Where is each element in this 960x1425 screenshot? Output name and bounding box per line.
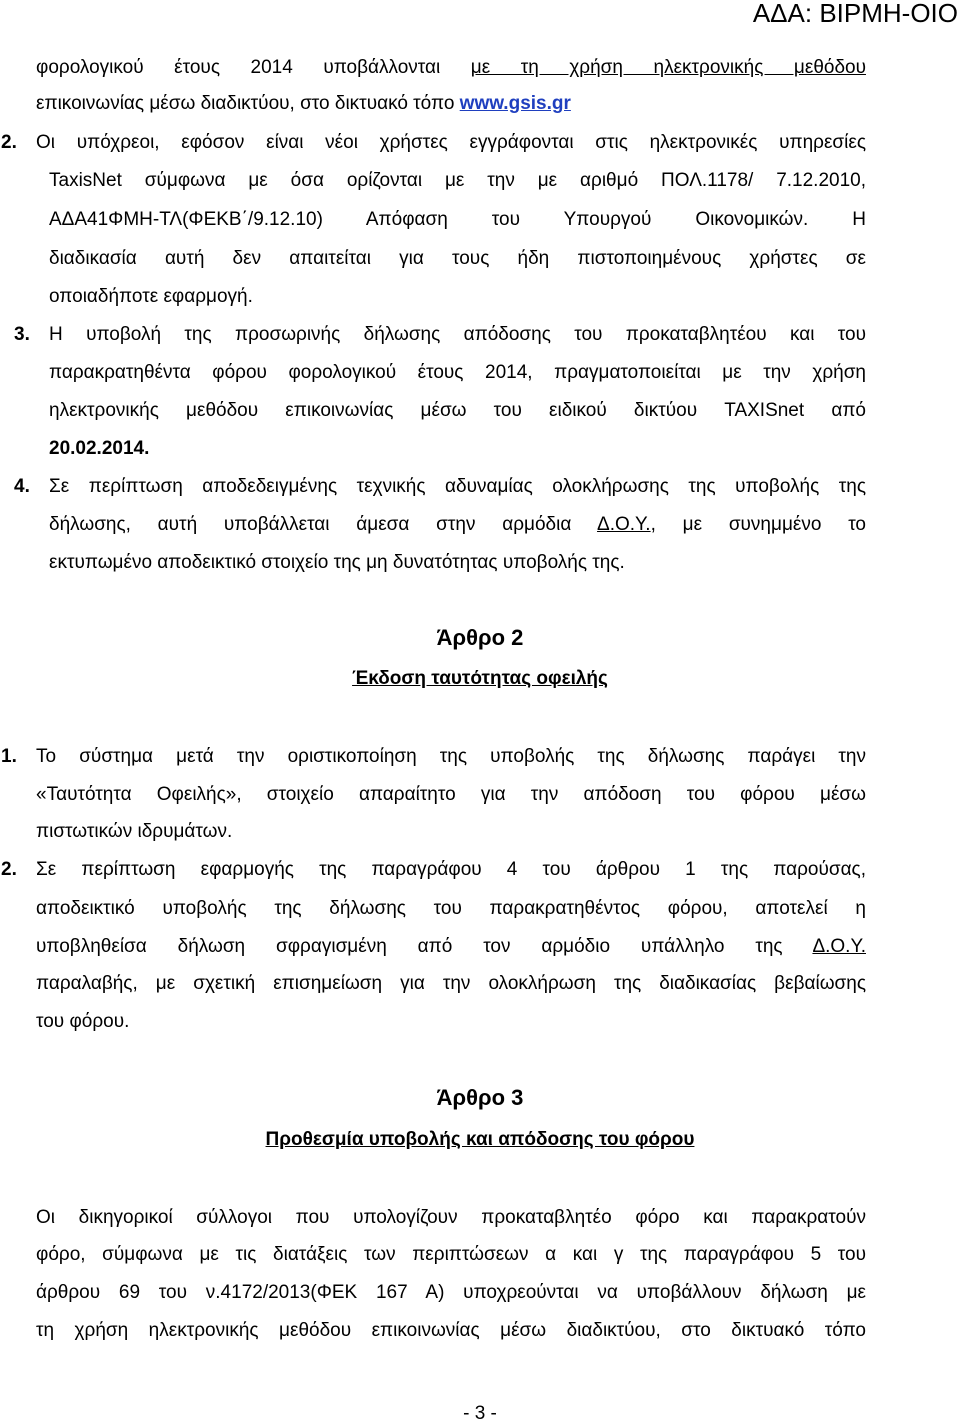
gsis-link[interactable]: www.gsis.gr	[459, 93, 571, 114]
paragraph-line: διαδικασία αυτή δεν απαιτείται για τους ήδη πιστοποιημένους χρήστες σε	[49, 248, 866, 269]
text-segment: υποβάλλονται	[323, 57, 441, 78]
article-3-subtitle: Προθεσμία υποβολής και απόδοσης του φόρου	[265, 1129, 695, 1150]
text-segment: με τη χρήση ηλεκτρονικής μεθόδου	[470, 57, 866, 78]
paragraph-line: Η υποβολή της προσωρινής δήλωσης απόδοσης του προκαταβλητέου και του	[49, 324, 866, 345]
paragraph-line: Σε περίπτωση εφαρμογής της παραγράφου 4 του άρθρου 1 της παρούσας,	[36, 859, 866, 880]
paragraph-line	[36, 935, 866, 959]
paragraph-line: 20.02.2014.	[49, 438, 150, 459]
paragraph-line: τη χρήση ηλεκτρονικής μεθόδου επικοινωνίας μέσω διαδικτύου, στο δικτυακό τόπο	[36, 1320, 866, 1341]
text-segment: φορολογικού έτους 2014	[36, 57, 293, 78]
article-2-subtitle: Έκδοση ταυτότητας οφειλής	[352, 668, 608, 689]
paragraph-line: εκτυπωμένο αποδεικτικό στοιχείο της μη δυνατότητας υποβολής της.	[49, 552, 625, 573]
paragraph-number: 2.	[1, 859, 17, 880]
paragraph-line: οποιαδήποτε εφαρμογή.	[49, 286, 253, 307]
ada-code: ΑΔΑ: ΒΙΡΜΗ-ΟΙΟ	[752, 0, 958, 28]
paragraph-line	[49, 513, 866, 537]
paragraph-line: παρακρατηθέντα φόρου φορολογικού έτους 2014, πραγματοποιείται με την χρήση	[49, 362, 866, 383]
text-segment: δήλωσης, αυτή υποβάλλεται άμεσα στην αρμόδια	[49, 514, 572, 535]
doy-abbreviation: Δ.Ο.Υ.	[812, 936, 866, 957]
paragraph-line: Οι δικηγορικοί σύλλογοι που υπολογίζουν προκαταβλητέο φόρο και παρακρατούν	[36, 1207, 866, 1228]
article-2-title: Άρθρο 2	[436, 625, 524, 650]
doy-abbreviation: Δ.Ο.Υ.	[597, 514, 651, 535]
article-3-title: Άρθρο 3	[436, 1085, 524, 1110]
paragraph-line: παραλαβής, με σχετική επισημείωση για την ολοκλήρωση της διαδικασίας βεβαίωσης	[36, 973, 866, 994]
paragraph-line: πιστωτικών ιδρυμάτων.	[36, 821, 233, 842]
paragraph-number: 2.	[1, 132, 17, 153]
paragraph-line: αποδεικτικό υποβολής της δήλωσης του παρακρατηθέντος φόρου, αποτελεί η	[36, 898, 866, 919]
paragraph-line: TaxisNet σύμφωνα με όσα ορίζονται με την με αριθμό ΠΟΛ.1178/ 7.12.2010,	[49, 170, 866, 191]
text-segment: , με συνημμένο το	[650, 514, 866, 535]
paragraph-line: φόρο, σύμφωνα με τις διατάξεις των περιπτώσεων α και γ της παραγράφου 5 του	[36, 1244, 866, 1265]
paragraph-number: 1.	[1, 746, 17, 767]
paragraph-line: του φόρου.	[36, 1011, 130, 1032]
paragraph-line: «Ταυτότητα Οφειλής», στοιχείο απαραίτητο για την απόδοση του φόρου μέσω	[36, 784, 866, 805]
paragraph-line: Οι υπόχρεοι, εφόσον είναι νέοι χρήστες εγγράφονται στις ηλεκτρονικές υπηρεσίες	[36, 132, 866, 153]
paragraph-number: 3.	[14, 324, 30, 345]
paragraph-line: Σε περίπτωση αποδεδειγμένης τεχνικής αδυναμίας ολοκλήρωσης της υποβολής της	[49, 476, 866, 497]
paragraph-line: άρθρου 69 του ν.4172/2013(ΦΕΚ 167 Α) υποχρεούνται να υποβάλλουν δήλωση με	[36, 1282, 866, 1303]
continuation-line-2	[36, 92, 571, 116]
continuation-line-1	[36, 56, 866, 80]
text-segment: υποβληθείσα δήλωση σφραγισμένη από τον αρμόδιο υπάλληλο της	[36, 936, 783, 957]
paragraph-line: Το σύστημα μετά την οριστικοποίηση της υποβολής της δήλωσης παράγει την	[36, 746, 866, 767]
page-number: - 3 -	[463, 1403, 497, 1424]
paragraph-number: 4.	[14, 476, 30, 497]
paragraph-line: ΑΔΑ41ΦΜΗ-ΤΛ(ΦΕΚΒ΄/9.12.10) Απόφαση του Υπουργού Οικονομικών. Η	[49, 209, 866, 230]
text-segment: επικοινωνίας μέσω διαδικτύου, στο δικτυακό τόπο	[36, 93, 455, 114]
paragraph-line: ηλεκτρονικής μεθόδου επικοινωνίας μέσω του ειδικού δικτύου TAXISnet από	[49, 400, 866, 421]
